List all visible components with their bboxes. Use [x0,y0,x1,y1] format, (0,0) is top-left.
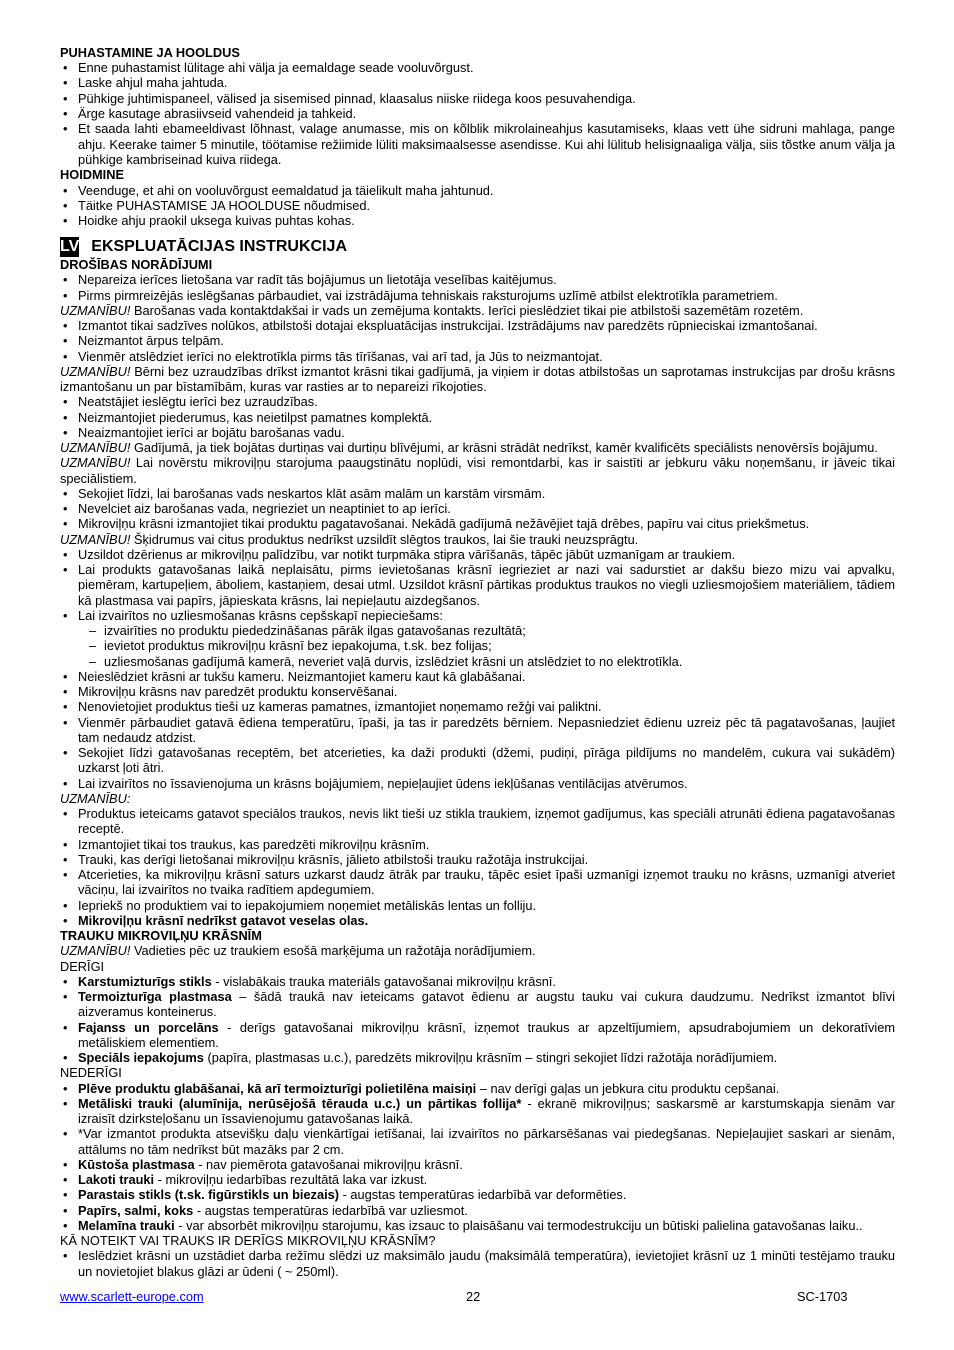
subheading: PUHASTAMINE JA HOOLDUS [60,44,240,60]
dash-item: – uzliesmošanas gadījumā kamerā, neveriet vaļā durvis, izslēdziet krāsni un atslēdziet to no elektrotīkla. [60,654,895,669]
bullet-lead: Karstumizturīgs stikls [78,973,212,989]
bullet-item [60,1157,895,1172]
bullet-text: – nav derīgi gaļas un jebkura citu produktu cepšanai. [479,1080,780,1096]
bullet-text: Nepareiza ierīces lietošana var radīt tās bojājumus un lietotāja veselības kaitējumus. [78,272,557,288]
bullet-lead: Fajanss un porcelāns [78,1019,219,1035]
bullet-text: Produktus ieteicams gatavot speciālos traukos, nevis likt tieši uz stikla traukiem, izņemot gadījumus, kas speciāli atrunāti ēdiena pagatavošanas receptē. [78,806,895,837]
bullet-item [60,349,895,364]
bullet-text: Ärge kasutage abrasiivseid vahendeid ja tahkeid. [78,105,357,121]
bullet-item [60,669,895,684]
bullet-item [60,699,895,714]
bullet-item [60,486,895,501]
bullet-text: Trauki, kas derīgi lietošanai mikroviļņu krāsnīs, jālieto atbilstoši trauku ražotāja instrukcijai. [78,851,589,867]
subheading: DROŠĪBAS NORĀDĪJUMI [60,257,213,272]
latvian-instructions-section [60,237,895,1279]
group-label: KĀ NOTEIKT VAI TRAUKS IR DERĪGS MIKROVIĻŅU KRĀSNĪM? [60,1233,436,1248]
bullet-text: Pirms pirmreizējās ieslēgšanas pārbaudiet, vai izstrādājuma tehniskais raksturojums uzlīmē atbilst elektrotīkla parametriem. [78,287,778,303]
bullet-text: *Var izmantot produkta atsevišķu daļu vienkārtīgai ietīšanai, lai izvairītos no pārkarsēšanas vai piedegšanas. Nepieļaujiet saskari ar sienām, attālums no tām nedrīkst būt mazāks par 2 cm. [78,1126,895,1157]
warning-label: UZMANĪBU! [60,455,131,471]
bullet-item [60,1187,895,1202]
bullet-item [60,1020,895,1051]
bullet-lead: Papīrs, salmi, koks [78,1202,194,1218]
bullet-item [60,121,895,167]
bullet-item [60,913,895,928]
bullet-text: Vienmēr pārbaudiet gatavā ēdiena temperatūru, īpaši, ja tas ir paredzēts bērniem. Nepasniedziet ēdienu uzreiz pēc tā pagatavošanas, ļaujiet tam nedaudz atdzist. [78,714,895,745]
warning-note [60,303,895,318]
warning-note [60,532,895,547]
bullet-text: Neizmantojiet piederumus, kas neietilpst pamatnes komplektā. [78,409,433,425]
bullet-text: Vienmēr atslēdziet ierīci no elektrotīkla pirms tās tīrīšanas, vai arī tad, ja Jūs to neizmantojat. [78,348,603,364]
bullet-item [60,106,895,121]
warning-text: Bērni bez uzraudzības drīkst izmantot krāsni tikai gadījumā, ja viņiem ir dotas atbilstošas un saprotamas instrukcijas par drošu krāsns izmantošanu un par bīstamībām, kuras var rasties ar to nepareizi rīkojoties. [60,363,895,394]
bullet-text: Atcerieties, ka mikroviļņu krāsnī saturs uzkarst daudz ātrāk par trauku, tāpēc esiet īpaši uzmanīgi izņemot trauku no krāsns, uzmanīgi atveriet vāciņu, lai izvairītos no tvaika radītiem apdegumiem. [78,867,895,898]
bullet-item [60,91,895,106]
bullet-item [60,288,895,303]
bullet-item [60,608,895,623]
warning-note [60,440,895,455]
bullet-lead: Termoizturīga plastmasa [78,989,232,1004]
bullet-item [60,806,895,837]
bullet-item [60,776,895,791]
bullet-lead: Metāliski trauki (alumīnija, nerūsējošā tērauda u.c.) un pārtikas follija* [78,1095,522,1111]
warning-label: UZMANĪBU! [60,531,131,547]
warning-label: UZMANĪBU: [60,790,131,806]
warning-note [60,455,895,486]
estonian-cleaning-section [60,45,895,229]
bullet-text: Ieslēdziet krāsni un uzstādiet darba režīmu slēdzi uz maksimālo jaudu (maksimālā temperatūra), ievietojiet krāsnī uz 1 minūti testējamo trauku un novietojiet blakus glāzi ar ūdeni ( ~ 250ml). [78,1248,895,1279]
bullet-text: Neaizmantojiet ierīci ar bojātu barošanas vadu. [78,424,345,440]
bullet-item [60,213,895,228]
bullet-text: Mikroviļņu krāsns nav paredzēt produktu konservēšanai. [78,684,398,699]
bullet-item [60,60,895,75]
dash-item: – ievietot produktus mikroviļņu krāsnī bez iepakojuma, t.sk. bez folijas; [60,638,895,653]
bullet-item [60,562,895,608]
bullet-text: - nav piemērota gatavošanai mikroviļņu krāsnī. [198,1156,463,1172]
bullet-text: Veenduge, et ahi on vooluvõrgust eemaldatud ja täielikult maha jahtunud. [78,182,494,198]
bullet-item [60,501,895,516]
bullet-text: Izmantojiet tikai tos traukus, kas paredzēti mikroviļņu krāsnīm. [78,836,430,852]
bullet-text: Laske ahjul maha jahtuda. [78,75,228,91]
dash-item: – izvairīties no produktu piededzināšanas pārāk ilgas gatavošanas rezultātā; [60,623,895,638]
section-heading [60,237,895,257]
section-title: EKSPLUATĀCIJAS INSTRUKCIJA [91,238,347,255]
group-label: NEDERĪGI [60,1065,122,1081]
bullet-text: Neatstājiet ieslēgtu ierīci bez uzraudzības. [78,394,318,410]
bullet-text: Täitke PUHASTAMISE JA HOOLDUSE nõudmised. [78,198,371,214]
bullet-item [60,1126,895,1157]
bullet-lead: Kūstoša plastmasa [78,1156,195,1172]
bullet-text: Nenovietojiet produktus tieši uz kameras pamatnes, izmantojiet noņemamo režģi vai paliktni. [78,699,602,715]
bullet-item [60,1248,895,1279]
bullet-item [60,410,895,425]
warning-text: Vadieties pēc uz traukiem esošā marķējuma un ražotāja norādījumiem. [133,943,536,959]
bullet-text: - var absorbēt mikroviļņu starojumu, kas izsauc to plaisāšanu vai termodestrukciju un būtiski palielina gatavošanas laiku.. [178,1217,863,1233]
bullet-item [60,1172,895,1187]
bullet-item [60,898,895,913]
bullet-item [60,1218,895,1233]
warning-label: UZMANĪBU! [60,302,131,318]
bullet-text: Lai izvairītos no īssavienojuma un krāsns bojājumiem, nepieļaujiet ūdens iekļūšanas ventilācijas atvērumos. [78,775,688,791]
bullet-text: - ekranē mikroviļņus; saskarsmē ar karstumskapja sienām var izraisīt dzirksteļošanu un īssavienojumu gatavošanas laikā. [78,1095,895,1126]
warning-text: Lai novērstu mikroviļņu starojuma paaugstinātu noplūdi, visi remontdarbi, kas ir saistīti ar jebkuru vāku noņemšanu, ir jāveic tikai speciālistiem. [60,455,895,486]
bullet-text: Uzsildot dzērienus ar mikroviļņu palīdzību, var notikt turpmāka stipra vārīšanās, tāpēc jābūt uzmanīgam ar traukiem. [78,546,736,562]
bullet-text: Lai izvairītos no uzliesmošanas krāsns cepšskapī nepieciešams: [78,607,443,623]
subheading: TRAUKU MIKROVIĻŅU KRĀSNĪM [60,928,262,943]
subheading: HOIDMINE [60,167,124,183]
language-badge: LV [60,238,80,255]
bullet-text: - mikroviļņu iedarbības rezultātā laka var izkust. [157,1172,428,1187]
bullet-lead: Plēve produktu glabāšanai, kā arī termoizturīgi polietilēna maisiņi [78,1080,477,1096]
bullet-text: Neieslēdziet krāsni ar tukšu kameru. Neizmantojiet kameru kaut kā glabāšanai. [78,668,526,684]
group-label: DERĪGI [60,958,105,974]
bullet-item [60,333,895,348]
warning-note [60,791,895,806]
bullet-lead: Speciāls iepakojums [78,1050,204,1065]
bullet-text: - augstas temperatūras iedarbībā var uzliesmot. [196,1202,468,1218]
bullet-item [60,852,895,867]
bullet-item [60,745,895,776]
bullet-text: Mikroviļņu krāsni izmantojiet tikai produktu pagatavošanai. Nekādā gadījumā nežāvējiet tajā drēbes, papīru vai citus priekšmetus. [78,516,810,532]
bullet-item [60,1050,895,1065]
warning-label: UZMANĪBU! [60,363,131,379]
model-number: SC-1703 [797,1288,848,1304]
bullet-text: – šādā traukā nav ieteicams gatavot ēdienu ar augstu tauku vai cukura daudzumu. Nedrīkst izmantot blīvi aizveramus konteinerus. [78,989,895,1020]
warning-text: Šķidrumus vai citus produktus nedrīkst uzsildīt slēgtos traukos, lai šie trauki neuzsprāgtu. [133,531,639,547]
bullet-lead: Lakoti trauki [78,1172,155,1187]
bullet-text: - augstas temperatūras iedarbībā var deformēties. [342,1187,627,1203]
bullet-text: Nevelciet aiz barošanas vada, negrieziet un neaptiniet to ap ierīci. [78,501,451,516]
bullet-item [60,183,895,198]
warning-label: UZMANĪBU! [60,440,131,455]
bullet-item [60,394,895,409]
bullet-item [60,318,895,333]
page-number: 22 [466,1288,481,1304]
bullet-item [60,1096,895,1127]
bullet-text: Sekojiet līdzi, lai barošanas vads neskartos klāt asām malām un karstām virsmām. [78,485,546,501]
bullet-item [60,198,895,213]
bullet-lead: Melamīna trauki [78,1217,175,1233]
bullet-text: - vislabākais trauka materiāls gatavošanai mikroviļņu krāsnī. [215,973,556,989]
bullet-lead: Parastais stikls (t.sk. figūrstikls un biezais) [78,1187,340,1203]
warning-text: Gadījumā, ja tiek bojātas durtiņas vai durtiņu blīvējumi, ar krāsni strādāt nedrīkst, kamēr kvalificēts speciālists nenovērsīs bojājumu. [133,440,878,455]
bullet-lead: Mikroviļņu krāsnī nedrīkst gatavot veselas olas. [78,912,369,928]
warning-note [60,943,895,958]
warning-note [60,364,895,395]
bullet-text: (papīra, plastmasas u.c.), paredzēts mikroviļņu krāsnīm – stingri sekojiet līdzi ražotāja norādījumiem. [207,1050,778,1065]
bullet-item [60,516,895,531]
bullet-item [60,867,895,898]
bullet-item [60,837,895,852]
bullet-text: Et saada lahti ebameeldivast lõhnast, valage anumasse, mis on kõlblik mikrolaineahjus kasutamiseks, klaas vett ühe sidruni mahlaga, pange ahju. Keerake taimer 5 minutile, töötamise režiimide lüliti maksimaalsesse asendisse. Kui ahi lülitub helisignaaliga välja, siis tõstke anum välja ja pühkige kambriseinad kuiva riidega. [78,121,895,168]
bullet-item [60,684,895,699]
bullet-item [60,1081,895,1096]
bullet-text: Hoidke ahju praokil uksega kuivas puhtas kohas. [78,213,355,229]
bullet-text: Lai produkts gatavošanas laikā neplaisātu, pirms ievietošanas krāsnī iegrieziet ar nazi vai sadurstiet ar dakšu biezo mizu vai apvalku, piemēram, kartupeļiem, āboliem, kastaņiem, desai utml. Uzsildot krāsnī pārtikas produktus traukos no viegli uzliesmojošiem materiāliem, tādiem kā plastmasa vai papīrs, jāpieskata krāsns, lai nepieļautu aizdegšanos. [78,562,895,608]
bullet-text: - derīgs gatavošanai mikroviļņu krāsnī, izņemot traukus ar apzeltījumiem, apsudrabojumiem un dekoratīviem metāliskiem elementiem. [78,1019,895,1050]
bullet-item [60,989,895,1020]
bullet-text: Enne puhastamist lülitage ahi välja ja eemaldage seade vooluvõrgust. [78,59,474,75]
bullet-item [60,272,895,287]
warning-label: UZMANĪBU! [60,943,131,959]
website-link[interactable]: www.scarlett-europe.com [60,1288,204,1304]
bullet-text: Sekojiet līdzi gatavošanas receptēm, bet atcerieties, ka daži produkti (džemi, pudiņi, pīrāga pildījums no mandelēm, cukura vai sukādēm) uzkarst ļoti ātri. [78,745,895,776]
bullet-text: Izmantot tikai sadzīves nolūkos, atbilstoši dotajai ekspluatācijas instrukcijai. Izstrādājums nav paredzēts rūpnieciskai izmantošanai. [78,318,818,333]
bullet-item [60,715,895,746]
bullet-text: Pühkige juhtimispaneel, välised ja sisemised pinnad, klaasalus niiske riidega koos pesuvahendiga. [78,90,636,106]
bullet-item [60,547,895,562]
warning-text: Barošanas vada kontaktdakšai ir vads un zemējuma kontakts. Ierīci pieslēdziet tikai pie atbilstoši sazemētām rozetēm. [133,302,804,318]
bullet-text: Neizmantot ārpus telpām. [78,333,224,349]
bullet-text: Iepriekš no produktiem vai to iepakojumiem noņemiet metāliskās lentas un folliju. [78,897,537,913]
bullet-item [60,1203,895,1218]
latvian-instructions-body [60,257,895,1279]
bullet-item [60,974,895,989]
bullet-item [60,425,895,440]
bullet-item [60,75,895,90]
